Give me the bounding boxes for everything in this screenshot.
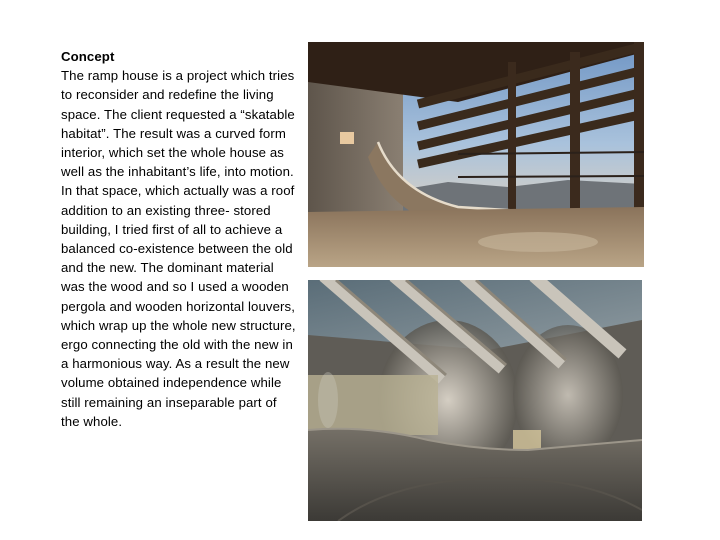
concept-title: Concept	[61, 49, 115, 64]
concept-text-block	[61, 47, 297, 431]
ramp-house-window-photo	[308, 42, 644, 267]
concept-body: The ramp house is a project which tries to reconsider and redefine the living space. The client requested a “skatable habitat”. The result was a curved form interior, which set the whole house as well as the inhabitant’s life, into motion. In that space, which actually was a roof addition to an existing three- stored building, I tried first of all to achieve a balanced co-existence between the old and the new. The dominant material was the wood and so I used a wooden pergola and wooden horizontal louvers, which wrap up the whole new structure, ergo connecting the old with the new in a harmonious way. As a result the new volume obtained independence while still remaining an inseparable part of the whole.	[61, 68, 296, 429]
ramp-house-interior-photo	[308, 280, 642, 521]
